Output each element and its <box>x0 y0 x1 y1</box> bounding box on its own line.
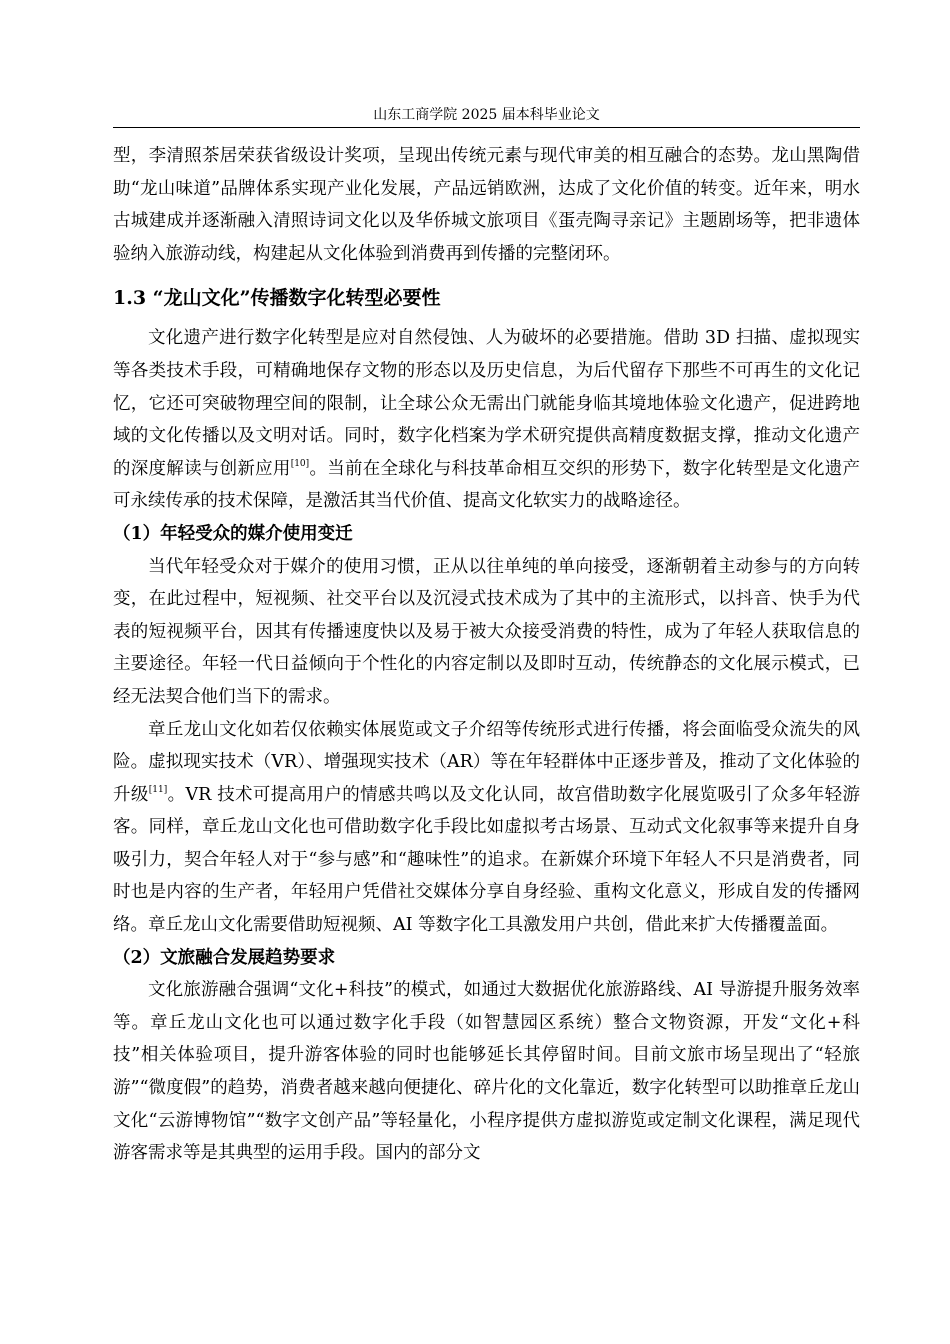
paragraph-text: 章丘龙山文化如若仅依赖实体展览或文子介绍等传统形式进行传播，将会面临受众流失的风险。虚拟现实技术（VR）、增强现实技术（AR）等在年轻群体中正逐步普及，推动了文化体验的升级 <box>113 719 860 805</box>
paragraph-text: 。VR 技术可提高用户的情感共鸣以及文化认同，故宫借助数字化展览吸引了众多年轻游客。同样，章丘龙山文化也可借助数字化手段比如虚拟考古场景、互动式文化叙事等来提升自身吸引力，契合年轻人对于“参与感”和“趣味性”的追求。在新媒介环境下年轻人不只是消费者，同时也是内容的生产者，年轻用户凭借社交媒体分享自身经验、重构文化意义，形成自发的传播网络。章丘龙山文化需要借助短视频、AI 等数字化工具激发用户共创，借此来扩大传播覆盖面。 <box>113 784 861 936</box>
subsection-1-paragraph-2 <box>113 714 860 942</box>
citation-ref-10: [10] <box>290 458 310 469</box>
subsection-heading-2: （2）文旅融合发展趋势要求 <box>113 947 336 968</box>
subsection-1-paragraph-1: 当代年轻受众对于媒介的使用习惯，正从以往单纯的单向接受，逐渐朝着主动参与的方向转变，在此过程中，短视频、社交平台以及沉浸式技术成为了其中的主流形式，以抖音、快手为代表的短视频平台，因其有传播速度快以及易于被大众接受消费的特性，成为了年轻人获取信息的主要途径。年轻一代日益倾向于个性化的内容定制以及即时互动，传统静态的文化展示模式，已经无法契合他们当下的需求。 <box>113 556 860 707</box>
subsection-2-paragraph-1: 文化旅游融合强调“文化+科技”的模式，如通过大数据优化旅游路线、AI 导游提升服务效率等。章丘龙山文化也可以通过数字化手段（如智慧园区系统）整合文物资源，开发“文化+科技”相关体验项目，提升游客体验的同时也能够延长其停留时间。目前文旅市场呈现出了“轻旅游”“微度假”的趋势，消费者越来越向便捷化、碎片化的文化靠近，数字化转型可以助推章丘龙山文化“云游博物馆”“数字文创产品”等轻量化，小程序提供方虚拟游览或定制文化课程，满足现代游客需求等是其典型的运用手段。国内的部分文 <box>113 980 860 1164</box>
page-body <box>113 140 860 1170</box>
paragraph-text: 。当前在全球化与科技革命相互交织的形势下，数字化转型是文化遗产可永续传承的技术保障，是激活其当代价值、提高文化软实力的战略途径。 <box>113 458 860 512</box>
running-header: 山东工商学院 2025 届本科毕业论文 <box>373 107 600 123</box>
citation-ref-11: [11] <box>148 784 168 795</box>
section-heading-1-3: 1.3 “龙山文化”传播数字化转型必要性 <box>113 287 441 310</box>
section-1-3-paragraph <box>113 322 860 518</box>
header-rule <box>113 127 860 128</box>
paragraph-text: 文化遗产进行数字化转型是应对自然侵蚀、人为破坏的必要措施。借助 3D 扫描、虚拟现实等各类技术手段，可精确地保存文物的形态以及历史信息，为后代留存下那些不可再生的文化记忆，它还可突破物理空间的限制，让全球公众无需出门就能身临其境地体验文化遗产，促进跨地域的文化传播以及文明对话。同时，数字化档案为学术研究提供高精度数据支撑，推动文化遗产的深度解读与创新应用 <box>113 328 860 479</box>
intro-paragraph: 型，李清照茶居荣获省级设计奖项，呈现出传统元素与现代审美的相互融合的态势。龙山黑陶借助“龙山味道”品牌体系实现产业化发展，产品远销欧洲，达成了文化价值的转变。近年来，明水古城建成并逐渐融入清照诗词文化以及华侨城文旅项目《蛋壳陶寻亲记》主题剧场等，把非遗体验纳入旅游动线，构建起从文化体验到消费再到传播的完整闭环。 <box>113 146 860 264</box>
subsection-heading-1: （1）年轻受众的媒介使用变迁 <box>113 523 353 544</box>
